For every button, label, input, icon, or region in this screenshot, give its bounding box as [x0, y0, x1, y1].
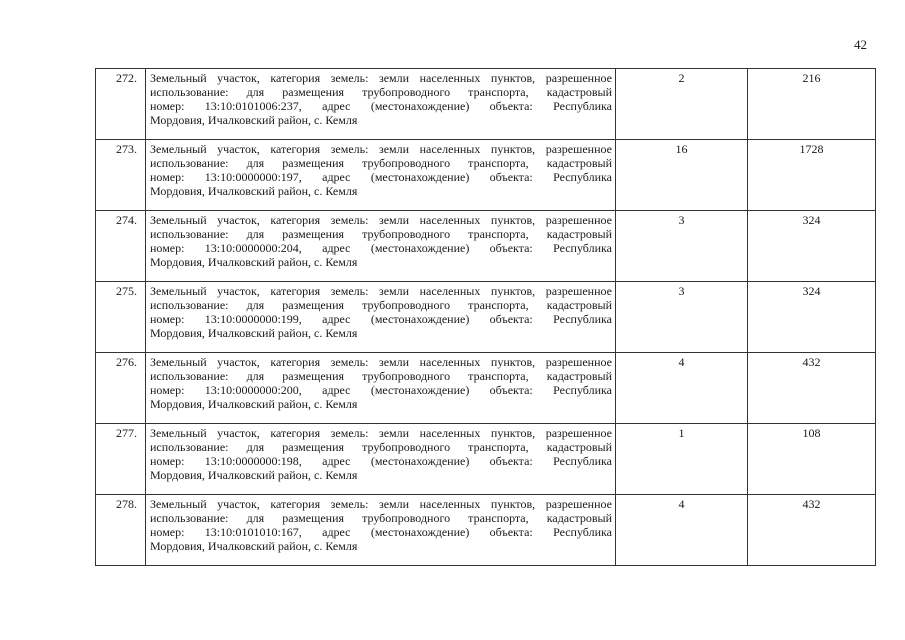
row-description: [146, 282, 616, 353]
row-number: 276.: [96, 353, 146, 424]
row-description: [146, 495, 616, 566]
description-line: Земельный участок, категория земель: земли населенных пунктов, разрешенное: [150, 71, 612, 85]
table-row: [96, 69, 876, 140]
description-line: номер: 13:10:0101010:167, адрес (местонахождение) объекта: Республика: [150, 525, 612, 539]
row-number: 273.: [96, 140, 146, 211]
row-quantity: 1: [616, 424, 748, 495]
description-line: номер: 13:10:0101006:237, адрес (местонахождение) объекта: Республика: [150, 99, 612, 113]
row-quantity: 16: [616, 140, 748, 211]
description-line: Земельный участок, категория земель: земли населенных пунктов, разрешенное: [150, 213, 612, 227]
description-line: Мордовия, Ичалковский район, с. Кемля: [150, 326, 358, 340]
table-row: [96, 140, 876, 211]
row-area: 324: [748, 282, 876, 353]
description-line: использование: для размещения трубопроводного транспорта, кадастровый: [150, 511, 612, 525]
page-number: 42: [854, 37, 867, 52]
row-description: [146, 211, 616, 282]
description-line: использование: для размещения трубопроводного транспорта, кадастровый: [150, 227, 612, 241]
description-line: Мордовия, Ичалковский район, с. Кемля: [150, 397, 358, 411]
description-line: использование: для размещения трубопроводного транспорта, кадастровый: [150, 440, 612, 454]
table-row: [96, 211, 876, 282]
table-row: [96, 424, 876, 495]
description-line: Мордовия, Ичалковский район, с. Кемля: [150, 255, 358, 269]
description-line: номер: 13:10:0000000:197, адрес (местонахождение) объекта: Республика: [150, 170, 612, 184]
row-quantity: 3: [616, 211, 748, 282]
description-line: использование: для размещения трубопроводного транспорта, кадастровый: [150, 369, 612, 383]
table-row: [96, 495, 876, 566]
row-area: 432: [748, 495, 876, 566]
description-line: использование: для размещения трубопроводного транспорта, кадастровый: [150, 156, 612, 170]
row-description: [146, 424, 616, 495]
row-area: 1728: [748, 140, 876, 211]
row-quantity: 2: [616, 69, 748, 140]
description-line: использование: для размещения трубопроводного транспорта, кадастровый: [150, 85, 612, 99]
description-line: Земельный участок, категория земель: земли населенных пунктов, разрешенное: [150, 284, 612, 298]
row-number: 278.: [96, 495, 146, 566]
row-number: 272.: [96, 69, 146, 140]
description-line: номер: 13:10:0000000:204, адрес (местонахождение) объекта: Республика: [150, 241, 612, 255]
description-line: номер: 13:10:0000000:200, адрес (местонахождение) объекта: Республика: [150, 383, 612, 397]
row-area: 108: [748, 424, 876, 495]
description-line: Земельный участок, категория земель: земли населенных пунктов, разрешенное: [150, 355, 612, 369]
land-plots-table: [95, 68, 876, 566]
description-line: Мордовия, Ичалковский район, с. Кемля: [150, 113, 358, 127]
description-line: Мордовия, Ичалковский район, с. Кемля: [150, 184, 358, 198]
table-row: [96, 353, 876, 424]
row-number: 275.: [96, 282, 146, 353]
row-quantity: 4: [616, 495, 748, 566]
row-area: 216: [748, 69, 876, 140]
row-description: [146, 69, 616, 140]
row-number: 274.: [96, 211, 146, 282]
row-quantity: 4: [616, 353, 748, 424]
table-row: [96, 282, 876, 353]
description-line: Земельный участок, категория земель: земли населенных пунктов, разрешенное: [150, 426, 612, 440]
row-description: [146, 140, 616, 211]
row-quantity: 3: [616, 282, 748, 353]
description-line: Мордовия, Ичалковский район, с. Кемля: [150, 468, 358, 482]
row-area: 324: [748, 211, 876, 282]
description-line: номер: 13:10:0000000:198, адрес (местонахождение) объекта: Республика: [150, 454, 612, 468]
description-line: Мордовия, Ичалковский район, с. Кемля: [150, 539, 358, 553]
description-line: использование: для размещения трубопроводного транспорта, кадастровый: [150, 298, 612, 312]
description-line: Земельный участок, категория земель: земли населенных пунктов, разрешенное: [150, 497, 612, 511]
table-body: [96, 69, 876, 566]
row-description: [146, 353, 616, 424]
row-number: 277.: [96, 424, 146, 495]
row-area: 432: [748, 353, 876, 424]
description-line: Земельный участок, категория земель: земли населенных пунктов, разрешенное: [150, 142, 612, 156]
description-line: номер: 13:10:0000000:199, адрес (местонахождение) объекта: Республика: [150, 312, 612, 326]
